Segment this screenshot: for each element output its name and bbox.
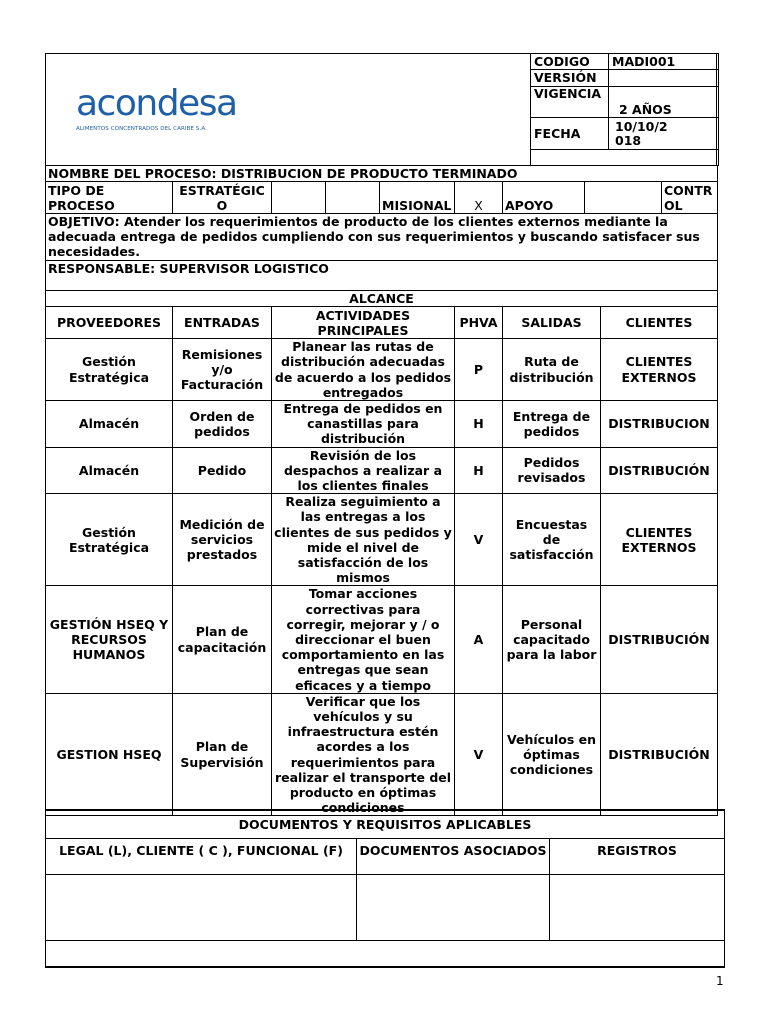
table-row: [46, 339, 718, 401]
actividad-cell: Planear las rutas de distribución adecuadas de acuerdo a los pedidos entregados: [272, 339, 455, 401]
actividad-cell: Verificar que los vehículos y su infraestructura estén acordes a los requerimientos para realizar el transporte del producto en óptimas condiciones: [272, 693, 455, 816]
actividad-cell: Realiza seguimiento a las entregas a los clientes de sus pedidos y mide el nivel de satisfacción de los mismos: [272, 494, 455, 586]
entrada-cell: Plan de Supervisión: [173, 693, 272, 816]
table-row: [46, 494, 718, 586]
cliente-cell: DISTRIBUCIÓN: [601, 693, 718, 816]
salida-cell: Personal capacitado para la labor: [503, 586, 601, 693]
documents-cell-asociados: [357, 874, 550, 940]
fecha-value: 10/10/2018: [609, 118, 719, 150]
header-proveedores: PROVEEDORES: [46, 307, 173, 339]
fecha-label: FECHA: [531, 118, 609, 150]
version-label: VERSIÓN: [531, 70, 609, 87]
alcance-table: [45, 290, 718, 339]
alcance-title: ALCANCE: [46, 291, 718, 307]
salida-cell: Vehículos en óptimas condiciones: [503, 693, 601, 816]
page-number: 1: [716, 974, 724, 988]
table-row: [46, 447, 718, 494]
table-row: [46, 586, 718, 693]
header-phva: PHVA: [455, 307, 503, 339]
company-logo: [76, 83, 237, 132]
empty-cell: [326, 182, 380, 214]
entrada-cell: Orden de pedidos: [173, 401, 272, 448]
documents-cell-registros: [550, 874, 725, 940]
entrada-cell: Medición de servicios prestados: [173, 494, 272, 586]
cliente-cell: DISTRIBUCIÓN: [601, 447, 718, 494]
actividad-cell: Tomar acciones correctivas para corregir, mejorar y / o direccionar el buen comportamiento en las entregas que sean eficaces y a tiempo: [272, 586, 455, 693]
salida-cell: Pedidos revisados: [503, 447, 601, 494]
header-actividades: ACTIVIDADES PRINCIPALES: [272, 307, 455, 339]
control-label: CONTROL: [662, 182, 718, 214]
phva-cell: H: [455, 447, 503, 494]
misional-label: MISIONAL: [380, 182, 455, 214]
responsable: RESPONSABLE: SUPERVISOR LOGISTICO: [46, 261, 718, 291]
phva-cell: V: [455, 693, 503, 816]
cliente-cell: DISTRIBUCIÓN: [601, 586, 718, 693]
proveedor-cell: Gestión Estratégica: [46, 494, 173, 586]
header-clientes: CLIENTES: [601, 307, 718, 339]
estrategico-label: ESTRATÉGICO: [173, 182, 272, 214]
documents-col-asociados: DOCUMENTOS ASOCIADOS: [357, 838, 550, 874]
header-entradas: ENTRADAS: [173, 307, 272, 339]
salida-cell: Encuestas de satisfacción: [503, 494, 601, 586]
document-control-table: [530, 53, 719, 166]
documents-col-registros: REGISTROS: [550, 838, 725, 874]
process-name: NOMBRE DEL PROCESO: DISTRIBUCION DE PRODUCTO TERMINADO: [46, 166, 718, 182]
documents-title: DOCUMENTOS Y REQUISITOS APLICABLES: [46, 810, 725, 838]
objetivo: OBJETIVO: Atender los requerimientos de producto de los clientes externos mediante la adecuada entrega de pedidos cumpliendo con sus requerimientos y buscando satisfacer sus necesidades.: [46, 214, 718, 261]
entrada-cell: Remisiones y/o Facturación: [173, 339, 272, 401]
table-row: [46, 401, 718, 448]
phva-cell: V: [455, 494, 503, 586]
proveedor-cell: Almacén: [46, 447, 173, 494]
documents-col-legal: LEGAL (L), CLIENTE ( C ), FUNCIONAL (F): [46, 838, 357, 874]
codigo-value: MADI001: [609, 54, 719, 70]
salida-cell: Entrega de pedidos: [503, 401, 601, 448]
header-salidas: SALIDAS: [503, 307, 601, 339]
actividad-cell: Entrega de pedidos en canastillas para distribución: [272, 401, 455, 448]
estrategico-mark: [272, 182, 326, 214]
proveedor-cell: GESTIÓN HSEQ Y RECURSOS HUMANOS: [46, 586, 173, 693]
table-row: [46, 693, 718, 816]
cliente-cell: DISTRIBUCION: [601, 401, 718, 448]
phva-cell: P: [455, 339, 503, 401]
vigencia-value: 2 AÑOS: [609, 87, 719, 118]
logo-wordmark: acondesa: [76, 83, 237, 124]
salida-cell: Ruta de distribución: [503, 339, 601, 401]
logo-tagline: ALIMENTOS CONCENTRADOS DEL CARIBE S.A.: [76, 126, 207, 132]
entrada-cell: Pedido: [173, 447, 272, 494]
process-table: [45, 165, 718, 291]
documents-footer-row: [46, 940, 725, 967]
proveedor-cell: GESTION HSEQ: [46, 693, 173, 816]
cliente-cell: CLIENTES EXTERNOS: [601, 494, 718, 586]
apoyo-label: APOYO: [503, 182, 585, 214]
phva-cell: H: [455, 401, 503, 448]
alcance-rows: [45, 338, 718, 816]
documents-cell-legal: [46, 874, 357, 940]
misional-mark: X: [455, 182, 503, 214]
vigencia-label: VIGENCIA: [531, 87, 609, 118]
proveedor-cell: Almacén: [46, 401, 173, 448]
phva-cell: A: [455, 586, 503, 693]
entrada-cell: Plan de capacitación: [173, 586, 272, 693]
codigo-label: CODIGO: [531, 54, 609, 70]
empty-control-row: [531, 150, 719, 166]
tipo-proceso-label: TIPO DE PROCESO: [46, 182, 173, 214]
cliente-cell: CLIENTES EXTERNOS: [601, 339, 718, 401]
document-header: [45, 53, 717, 166]
actividad-cell: Revisión de los despachos a realizar a los clientes finales: [272, 447, 455, 494]
proveedor-cell: Gestión Estratégica: [46, 339, 173, 401]
apoyo-mark: [585, 182, 662, 214]
version-value: [609, 70, 719, 87]
documents-table: [45, 809, 725, 968]
